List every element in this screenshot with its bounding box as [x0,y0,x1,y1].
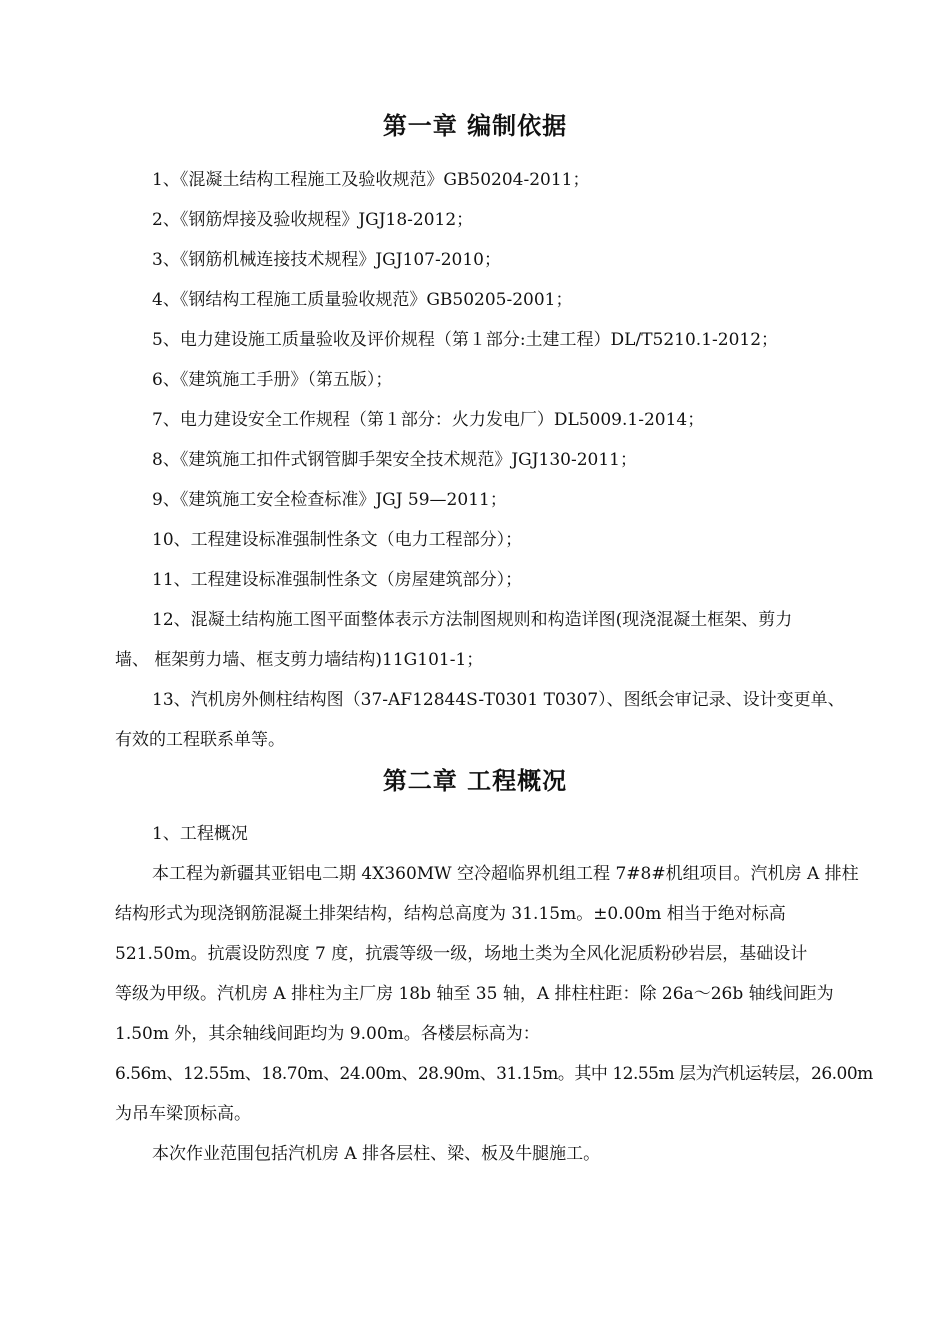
chapter1-title: 第一章 编制依据 [382,112,568,140]
basis-item-12-line2: 墙、 框架剪力墙、框支剪力墙结构)11G101-1； [115,650,484,670]
basis-item-3: 3、《钢筋机械连接技术规程》JGJ107-2010； [152,250,501,270]
overview-para-line1: 本工程为新疆其亚铝电二期 4X360MW 空冷超临界机组工程 7#8#机组项目。汽机房 A 排柱 [152,864,859,884]
basis-item-11: 11、工程建设标准强制性条文（房屋建筑部分）； [152,570,523,590]
basis-item-8: 8、《建筑施工扣件式钢管脚手架安全技术规范》JGJ130-2011； [152,450,637,470]
basis-item-12-line1: 12、混凝土结构施工图平面整体表示方法制图规则和构造详图(现浇混凝土框架、剪力 [152,610,793,630]
basis-item-9: 9、《建筑施工安全检查标准》JGJ 59—2011； [152,490,507,510]
basis-item-4: 4、《钢结构工程施工质量验收规范》GB50205-2001； [152,290,573,310]
overview-para-line2: 结构形式为现浇钢筋混凝土排架结构，结构总高度为 31.15m。±0.00m 相当于绝对标高 [115,904,786,924]
scope-paragraph: 本次作业范围包括汽机房 A 排各层柱、梁、板及牛腿施工。 [152,1144,601,1164]
overview-para-line4: 等级为甲级。汽机房 A 排柱为主厂房 18b 轴至 35 轴，A 排柱柱距：除 26a～26b 轴线间距为 [115,984,834,1004]
basis-item-5: 5、电力建设施工质量验收及评价规程（第１部分:土建工程）DL/T5210.1-2012； [152,330,779,350]
chapter2-title: 第二章 工程概况 [382,767,568,795]
overview-para-line7: 为吊车梁顶标高。 [115,1104,251,1124]
overview-para-line5: 1.50m 外，其余轴线间距均为 9.00m。各楼层标高为： [115,1024,540,1044]
basis-item-7: 7、电力建设安全工作规程（第１部分：火力发电厂）DL5009.1-2014； [152,410,705,430]
basis-item-13-line2: 有效的工程联系单等。 [115,730,285,750]
basis-item-10: 10、工程建设标准强制性条文（电力工程部分）； [152,530,523,550]
basis-item-2: 2、《钢筋焊接及验收规程》JGJ18-2012； [152,210,474,230]
section-1-heading: 1、工程概况 [152,824,248,844]
basis-item-1: 1、《混凝土结构工程施工及验收规范》GB50204-2011； [152,170,590,190]
basis-item-6: 6、《建筑施工手册》（第五版）； [152,370,393,390]
basis-item-13-line1: 13、汽机房外侧柱结构图（37-AF12844S-T0301 T0307）、图纸会审记录、设计变更单、 [152,690,845,710]
overview-para-line6: 6.56m、12.55m、18.70m、24.00m、28.90m、31.15m。其中 12.55m 层为汽机运转层，26.00m [115,1064,873,1084]
overview-para-line3: 521.50m。抗震设防烈度 7 度，抗震等级一级，场地土类为全风化泥质粉砂岩层，基础设计 [115,944,808,964]
